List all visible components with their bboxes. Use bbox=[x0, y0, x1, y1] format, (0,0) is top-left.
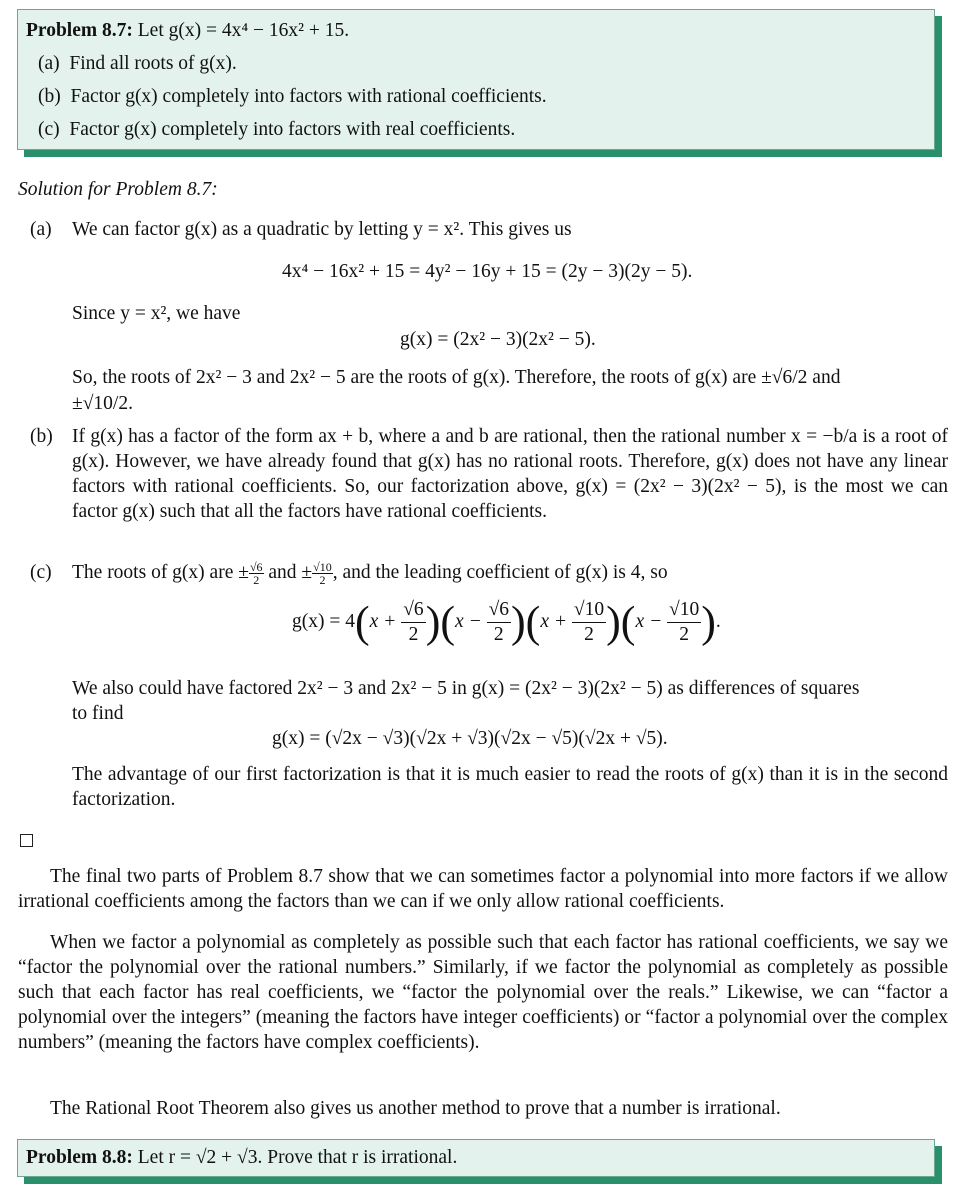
item-text: Factor g(x) completely into factors with rational coefficients. bbox=[70, 86, 547, 107]
item-label: (b) bbox=[38, 86, 61, 107]
item-text: Find all roots of g(x). bbox=[69, 53, 237, 74]
paragraph-factoring-note: The final two parts of Problem 8.7 show that we can sometimes factor a polynomial into more factors if we allow irrational coefficients among the factors than we can if we only allow rational coefficients. bbox=[18, 866, 948, 912]
part-c-to-find: to find bbox=[72, 703, 124, 724]
part-a-since: Since y = x², we have bbox=[72, 303, 241, 324]
problem-item bbox=[26, 113, 926, 146]
problem-8-8-box bbox=[17, 1139, 935, 1177]
item-label: (a) bbox=[38, 53, 60, 74]
part-c-also: We also could have factored 2x² − 3 and 2x² − 5 in g(x) = (2x² − 3)(2x² − 5) as differences of squares bbox=[72, 678, 860, 699]
problem-statement: Let r = √2 + √3. Prove that r is irrational. bbox=[137, 1147, 458, 1168]
small-fraction: $\frac{√10}{2}$ bbox=[313, 560, 332, 588]
fraction: $\frac{√6}{2}$ bbox=[488, 599, 510, 645]
part-a-conclusion-line2: ±√10/2. bbox=[72, 393, 133, 414]
fraction: $\frac{√10}{2}$ bbox=[669, 599, 700, 645]
problem-statement: Let g(x) = 4x⁴ − 16x² + 15. bbox=[137, 20, 350, 41]
fraction: $\frac{√10}{2}$ bbox=[573, 599, 605, 645]
item-label: (c) bbox=[38, 119, 60, 140]
part-c-advantage: The advantage of our first factorization is that it is much easier to read the roots of g(x) than it is in the second factorization. bbox=[72, 764, 948, 810]
part-label: (a) bbox=[30, 219, 52, 240]
paragraph-rational-root: The Rational Root Theorem also gives us another method to prove that a number is irrational. bbox=[50, 1098, 781, 1119]
solution-title: Solution for Problem 8.7: bbox=[18, 179, 218, 200]
problem-item bbox=[26, 80, 926, 113]
problem-8-7-box bbox=[17, 9, 935, 150]
part-b-text: If g(x) has a factor of the form ax + b, where a and b are rational, then the rational number x = −b/a is a root of g(x). However, we have already found that g(x) has no rational roots. Therefore, g(x) does not have any linear factors with rational coefficients. So, our factorization above, g(x) = (2x² − 3)(2x² − 5), is the most we can factor g(x) such that all the factors have rational coefficients. bbox=[72, 426, 948, 522]
part-c-intro: The roots of g(x) are ± $\frac{√6}{2}$ and ± $\frac{√10}{2}$ , and the leading coefficient of g(x) is 4, so bbox=[72, 560, 668, 588]
part-label: (b) bbox=[30, 426, 53, 447]
problem-item bbox=[26, 47, 926, 80]
problem-8-7-header bbox=[26, 14, 926, 47]
qed-box bbox=[20, 834, 33, 847]
paragraph-factor-over: When we factor a polynomial as completely as possible such that each factor has rational coefficients, we say we “factor the polynomial over the rational numbers.” Similarly, if we factor the polynomial as completely as possible such that each factor has real coefficients, we “factor the polynomial over the reals.” Likewise, we can “factor a polynomial over the integers” (meaning the factors have integer coefficients) or “factor a polynomial over the complex numbers” (meaning the factors have complex coefficients). bbox=[18, 932, 948, 1053]
part-a-intro: We can factor g(x) as a quadratic by letting y = x². This gives us bbox=[72, 219, 572, 240]
fraction: $\frac{√6}{2}$ bbox=[403, 599, 424, 645]
equation-quadratic-substitution: 4x⁴ − 16x² + 15 = 4y² − 16y + 15 = (2y − 3)(2y − 5). bbox=[282, 261, 693, 282]
equation-factored: g(x) = (2x² − 3)(2x² − 5). bbox=[400, 329, 596, 350]
problem-label: Problem 8.8: bbox=[26, 1147, 133, 1168]
small-fraction: $\frac{√6}{2}$ bbox=[249, 560, 263, 588]
part-label: (c) bbox=[30, 562, 52, 583]
equation-linear-factorization: g(x) = 4(x + $\frac{√6}{2}$ )(x − $\frac{√6}{2}$ )(x + $\frac{√10}{2}$ )(x − $\frac{√10}{2}$ ). bbox=[292, 597, 721, 647]
problem-label: Problem 8.7: bbox=[26, 20, 133, 41]
equation-difference-of-squares: g(x) = (√2x − √3)(√2x + √3)(√2x − √5)(√2x + √5). bbox=[272, 728, 668, 749]
part-a-conclusion-line1: So, the roots of 2x² − 3 and 2x² − 5 are the roots of g(x). Therefore, the roots of g(x) are ±√6/2 and bbox=[72, 367, 841, 388]
item-text: Factor g(x) completely into factors with real coefficients. bbox=[69, 119, 516, 140]
